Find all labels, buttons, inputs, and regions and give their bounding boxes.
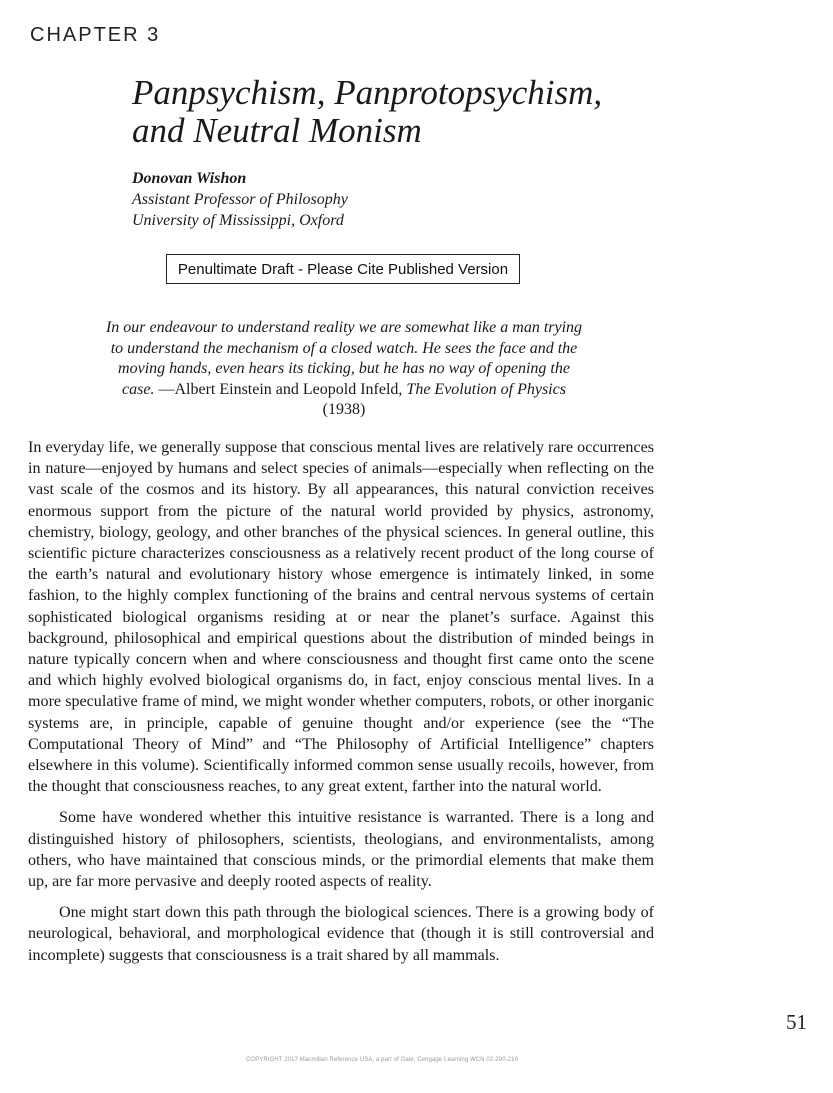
body-paragraph-2: Some have wondered whether this intuitive resistance is warranted. There is a long and distinguished history of philosophers, scientists, theologians, and environmentalists, among others, who have maintained that conscious minds, or the primordial elements that make them up, are far more pervasive and deeply rooted aspects of reality. <box>28 809 654 891</box>
chapter-title-line-1: Panpsychism, Panprotopsychism, <box>132 73 603 112</box>
chapter-title-line-2: and Neutral Monism <box>132 111 422 150</box>
author-affiliation: University of Mississippi, Oxford <box>132 212 344 229</box>
epigraph-attribution: —Albert Einstein and Leopold Infeld, <box>154 380 407 398</box>
body-paragraph-3: One might start down this path through the biological sciences. There is a growing body of neurological, behavioral, and morphological evidence that (though it is still controversial and incomplete) suggests that consciousness is a trait shared by all mammals. <box>28 904 654 964</box>
author-name: Donovan Wishon <box>132 170 247 187</box>
epigraph-quote: In our endeavour to understand reality we are somewhat like a man trying to understand the mechanism of a closed watch. He sees the face and the moving hands, even hears its ticking, but he has no way of opening the case. <box>105 319 583 398</box>
copyright-notice: COPYRIGHT 2017 Macmillan Reference USA, a part of Gale, Cengage Learning WCN 02-200-210 <box>246 1057 519 1063</box>
chapter-label: CHAPTER 3 <box>30 24 161 46</box>
page-number: 51 <box>786 1010 807 1034</box>
author-position: Assistant Professor of Philosophy <box>132 191 348 208</box>
body-text <box>28 437 654 976</box>
draft-notice-box <box>166 254 520 284</box>
epigraph <box>104 318 584 421</box>
draft-notice-text: Penultimate Draft - Please Cite Published Version <box>177 260 509 278</box>
author-block <box>132 168 348 231</box>
chapter-title <box>132 74 692 150</box>
epigraph-year: (1938) <box>322 401 366 419</box>
epigraph-book-title: The Evolution of Physics <box>406 380 566 398</box>
body-paragraph-1: In everyday life, we generally suppose that conscious mental lives are relatively rare occurrences in nature—enjoyed by humans and select species of animals—especially when reflecting on the vast scale of the cosmos and its history. By all appearances, this natural conviction receives enormous support from the picture of the natural world provided by physics, astronomy, chemistry, biology, geology, and other branches of the physical sciences. In general outline, this scientific picture characterizes consciousness as a relatively recent product of the long course of the earth’s natural and evolutionary history whose emergence is intimately linked, in some fashion, to the highly complex functioning of the brains and central nervous systems of certain sophisticated biological organisms residing at or near the planet’s surface. Against this background, philosophical and empirical questions about the distribution of minded beings in nature typically concern when and where consciousness and thought first came onto the scene and which highly evolved biological organisms do, in fact, enjoy conscious mental lives. In a more speculative frame of mind, we might wonder whether computers, robots, or other inorganic systems are, in principle, capable of genuine thought and/or experience (see the “The Computational Theory of Mind” and “The Philosophy of Artificial Intelligence” chapters elsewhere in this volume). Scientifically informed common sense usually recoils, however, from the thought that consciousness reaches, to any great extent, farther into the natural world. <box>28 439 654 796</box>
